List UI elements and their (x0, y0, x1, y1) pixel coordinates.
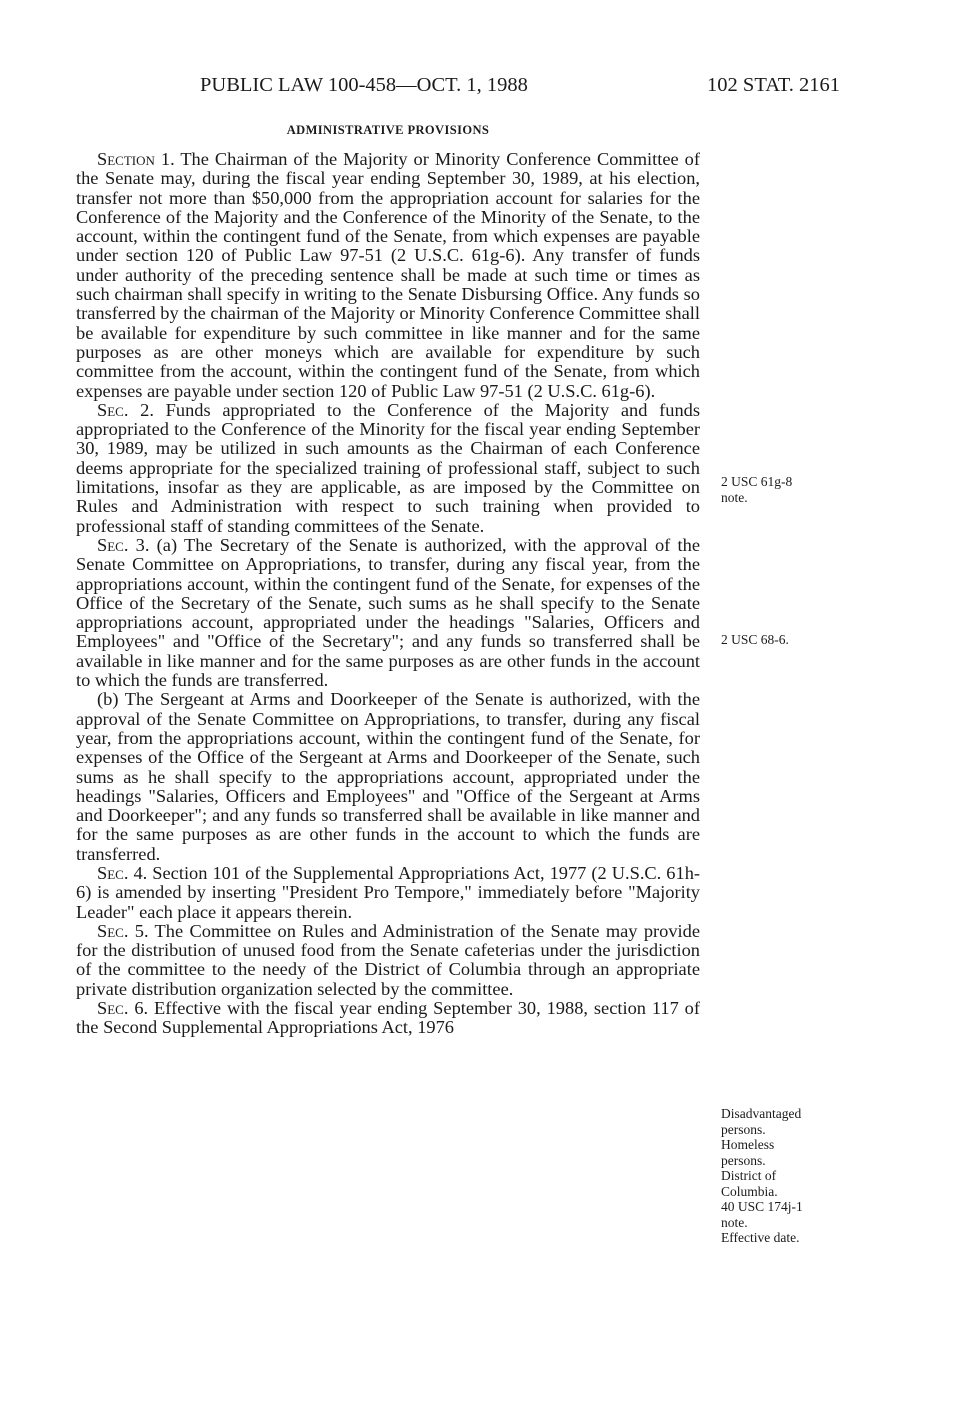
public-law-citation: PUBLIC LAW 100-458—OCT. 1, 1988 (200, 74, 528, 96)
margin-note-line: 40 USC 174j-1 (721, 1199, 803, 1214)
section-label: Sec. 4. (97, 862, 148, 883)
section-1-paragraph (76, 150, 700, 401)
section-5-paragraph (76, 922, 700, 999)
section-text: Funds appropriated to the Conference of the Majority and funds appropriated to the Conference of the Minority for the fiscal year ending September 30, 1989, may be utilized in such amounts as the Chairman of each Conference deems appropriate for the specialized training of professional staff, subject to such limitations, insofar as they are applicable, as are imposed by the Committee on Rules and Administration with respect to such training when provided to professional staff of standing committees of the Senate. (76, 399, 700, 536)
section-text: Section 101 of the Supplemental Appropriations Act, 1977 (2 U.S.C. 61h-6) is amended by inserting "President Pro Tempore," immediately before "Majority Leader" each place it appears therein. (76, 862, 701, 922)
margin-note-line: note. (721, 489, 748, 505)
margin-note-line: persons. (721, 1121, 766, 1137)
section-label: Sec. 2. (97, 399, 154, 420)
margin-note-line: Columbia. (721, 1183, 778, 1199)
statute-page-number: 102 STAT. 2161 (707, 74, 840, 96)
margin-note-line: 2 USC 68-6. (721, 632, 789, 647)
section-2-paragraph (76, 401, 700, 536)
margin-note-line: Homeless (721, 1137, 775, 1152)
margin-note-sec-2 (721, 474, 841, 505)
section-text: Effective with the fiscal year ending September 30, 1988, section 117 of the Second Supplemental Appropriations Act, 1976 (76, 998, 700, 1038)
section-3b-paragraph (76, 690, 700, 864)
section-text: The Committee on Rules and Administration of the Senate may provide for the distribution of unused food from the Senate cafeterias under the jurisdiction of the committee to the needy of the District of Columbia through an appropriate private distribution organization selected by the committee. (76, 920, 700, 999)
section-label: Sec. 3. (97, 534, 150, 555)
page-header (200, 70, 840, 100)
section-heading: ADMINISTRATIVE PROVISIONS (286, 123, 490, 137)
section-text: The Chairman of the Majority or Minority Conference Committee of the Senate may, during the fiscal year ending September 30, 1989, at his election, transfer not more than $50,000 from the appropriation account for salaries for the Conference of the Majority and the Conference of the Minority of the Senate, to the account, within the contingent fund of the Senate, from which expenses are payable under section 120 of Public Law 97-51 (2 U.S.C. 61g-6). Any transfer of funds under authority of the preceding sentence shall be made at such time or times as such chairman shall specify in writing to the Senate Disbursing Office. Any funds so transferred by the chairman of the Majority or Minority Conference Committee shall be available for expenditure by such committee in like manner and for the same purposes as are other moneys which are available for expenditure by such committee from the account, within the contingent fund of the Senate, from which expenses are payable under section 120 of Public Law 97-51 (2 U.S.C. 61g-6). (76, 149, 700, 401)
margin-note-sec-5-6 (721, 1106, 841, 1246)
margin-note-sec-3 (721, 632, 841, 648)
margin-note-line: Disadvantaged (721, 1106, 802, 1121)
margin-note-line: Effective date. (721, 1230, 800, 1245)
section-label: Section 1. (97, 149, 175, 169)
margin-note-line: 2 USC 61g-8 (721, 474, 793, 489)
section-3a-paragraph (76, 536, 700, 690)
margin-note-line: note. (721, 1214, 748, 1230)
section-4-paragraph (76, 864, 700, 922)
margin-note-line: District of (721, 1168, 777, 1183)
section-label: Sec. 5. (97, 920, 149, 941)
section-6-paragraph (76, 999, 700, 1038)
body-text (76, 150, 700, 1038)
section-text: (b) The Sergeant at Arms and Doorkeeper of the Senate is authorized, with the approval of the Senate Committee on Appropriations, to transfer, during any fiscal year, from the appropriations account, within the contingent fund of the Senate, for expenses of the Office of the Sergeant at Arms and Doorkeeper of the Senate, such sums as he shall specify to the appropriations account, appropriated under the headings "Salaries, Officers and Employees" and "Office of the Sergeant at Arms and Doorkeeper"; and any funds so transferred shall be available in like manner and for the same purposes as are other funds in the account to which the funds are transferred. (76, 689, 700, 864)
margin-note-line: persons. (721, 1152, 766, 1168)
section-text: (a) The Secretary of the Senate is authorized, with the approval of the Senate Committee on Appropriations, to transfer, during any fiscal year, from the appropriations account, within the contingent fund of the Senate, for expenses of the Office of the Secretary of the Senate, such sums as he shall specify to the Senate appropriations account, appropriated under the headings "Salaries, Officers and Employees" and "Office of the Secretary"; and any funds so transferred shall be available in like manner and for the same purposes as are other funds in the account to which the funds are transferred. (76, 534, 700, 691)
section-label: Sec. 6. (97, 998, 149, 1019)
